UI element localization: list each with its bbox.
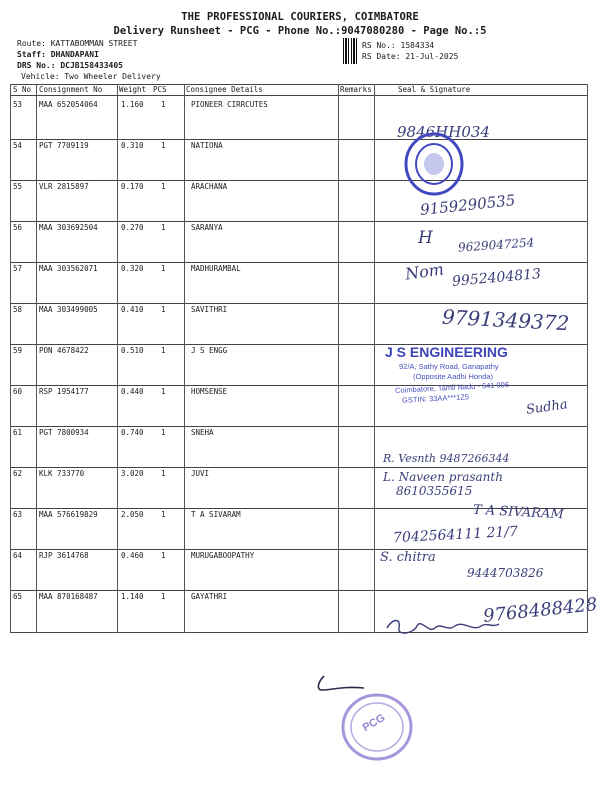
row-pcs: 1 — [161, 305, 166, 314]
row-pcs: 1 — [161, 387, 166, 396]
row-pcs: 1 — [161, 346, 166, 355]
col-weight: Weight — [119, 85, 147, 94]
handwritten-phone: 9159290535 — [419, 191, 517, 219]
row-consignment: PGT 7800934 — [39, 428, 89, 437]
handwritten-signature: Sudha — [525, 397, 569, 418]
runsheet-subtitle: Delivery Runsheet - PCG - Phone No.:9047080280 - Page No.:5 — [113, 25, 487, 37]
row-consignee: MADHURAMBAL — [191, 264, 241, 273]
col-consignee: Consignee Details — [186, 85, 263, 94]
route-field: Route: KATTABOMMAN STREET — [17, 39, 138, 48]
rs-number: RS No.: 1584334 — [362, 41, 435, 50]
handwritten-signature: L. Naveen prasanth — [383, 470, 503, 484]
row-consignee: NATIONA — [191, 141, 223, 150]
handwritten-phone: 9444703826 — [467, 566, 544, 580]
row-consignment: MAA 870168487 — [39, 592, 98, 601]
col-pcs: PCS — [153, 85, 167, 94]
stamp-address-line: 92/A, Sathy Road, Ganapathy — [399, 362, 499, 371]
stamp-address-line: Coimbatore, Tamil Nadu - 641 006 — [394, 380, 510, 395]
row-weight: 1.140 — [121, 592, 144, 601]
row-consignment: PGT 7709119 — [39, 141, 89, 150]
row-pcs: 1 — [161, 510, 166, 519]
row-weight: 1.160 — [121, 100, 144, 109]
handwritten-phone: 9791349372 — [441, 304, 570, 336]
row-sno: 64 — [13, 551, 23, 560]
row-sno: 55 — [13, 182, 23, 191]
row-sno: 54 — [13, 141, 23, 150]
col-seal: Seal & Signature — [398, 85, 471, 94]
row-consignee: SAVITHRI — [191, 305, 228, 314]
row-consignee: SARANYA — [191, 223, 223, 232]
row-sno: 63 — [13, 510, 23, 519]
col-remarks: Remarks — [340, 85, 372, 94]
row-weight: 0.320 — [121, 264, 144, 273]
col-consignment: Consignment No — [39, 85, 103, 94]
row-consignment: RJP 3614768 — [39, 551, 89, 560]
row-consignment: MAA 303562071 — [39, 264, 98, 273]
row-consignment: PON 4678422 — [39, 346, 89, 355]
handwritten-phone: 9629047254 — [457, 235, 535, 255]
row-consignment: RSP 1954177 — [39, 387, 89, 396]
vehicle-field: Vehicle: Two Wheeler Delivery — [21, 72, 161, 81]
row-pcs: 1 — [161, 469, 166, 478]
row-consignment: MAA 303499005 — [39, 305, 98, 314]
row-sno: 58 — [13, 305, 23, 314]
row-weight: 0.170 — [121, 182, 144, 191]
col-sno: S No — [13, 85, 32, 94]
handwritten-initial: H — [418, 228, 433, 248]
row-pcs: 1 — [161, 428, 166, 437]
row-consignee: GAYATHRI — [191, 592, 228, 601]
row-pcs: 1 — [161, 264, 166, 273]
row-weight: 0.440 — [121, 387, 144, 396]
row-weight: 2.050 — [121, 510, 144, 519]
row-consignment: VLR 2815897 — [39, 182, 89, 191]
row-weight: 0.270 — [121, 223, 144, 232]
row-consignment: MAA 303692504 — [39, 223, 98, 232]
company-seal-stamp — [403, 131, 465, 197]
row-sno: 65 — [13, 592, 23, 601]
row-pcs: 1 — [161, 551, 166, 560]
row-pcs: 1 — [161, 141, 166, 150]
row-sno: 53 — [13, 100, 23, 109]
row-sno: 62 — [13, 469, 23, 478]
row-consignee: PIONEER CIRRCUTES — [191, 100, 268, 109]
row-weight: 0.410 — [121, 305, 144, 314]
barcode — [343, 38, 357, 64]
handwritten-signature: Nom — [403, 259, 445, 284]
stamp-gstin: GSTIN: 33AA***1Z5 — [401, 392, 470, 405]
row-consignee: MURUGABOOPATHY — [191, 551, 255, 560]
row-consignee: SNEHA — [191, 428, 214, 437]
row-consignee: T A SIVARAM — [191, 510, 241, 519]
row-sno: 57 — [13, 264, 23, 273]
handwritten-signature: 9846HH034 — [397, 123, 490, 141]
handwritten-phone: 9768488428 — [482, 594, 599, 627]
row-consignee: J S ENGG — [191, 346, 228, 355]
row-consignment: MAA 652054064 — [39, 100, 98, 109]
row-pcs: 1 — [161, 100, 166, 109]
handwritten-name: T A SIVARAM — [472, 502, 565, 523]
round-stamp-text: PCG — [360, 711, 388, 735]
row-consignee: ARACHANA — [191, 182, 228, 191]
row-consignee: JUVI — [191, 469, 210, 478]
row-weight: 0.310 — [121, 141, 144, 150]
handwritten-scribble — [383, 614, 503, 640]
row-consignee: HOMSENSE — [191, 387, 228, 396]
row-pcs: 1 — [161, 182, 166, 191]
row-sno: 60 — [13, 387, 23, 396]
handwritten-phone: 9952404813 — [451, 266, 542, 290]
row-sno: 56 — [13, 223, 23, 232]
row-pcs: 1 — [161, 592, 166, 601]
handwritten-phone: 7042564111 21/7 — [392, 523, 519, 547]
row-weight: 0.460 — [121, 551, 144, 560]
stamp-address-line: (Opposite Aadhi Honda) — [413, 372, 494, 381]
row-sno: 61 — [13, 428, 23, 437]
rs-date: RS Date: 21-Jul-2025 — [362, 52, 459, 61]
drs-field: DRS No.: DCJB158433405 — [17, 61, 123, 70]
staff-field: Staff: DHANDAPANI — [17, 50, 99, 59]
row-weight: 3.020 — [121, 469, 144, 478]
handwritten-signature: S. chitra — [380, 550, 436, 565]
row-sno: 59 — [13, 346, 23, 355]
handwritten-phone: 8610355615 — [396, 484, 473, 498]
row-weight: 0.740 — [121, 428, 144, 437]
row-consignment: MAA 576619829 — [39, 510, 98, 519]
stamp-company-name: J S ENGINEERING — [385, 344, 508, 360]
handwritten-signature: R. Vesnth 9487266344 — [383, 452, 510, 465]
row-consignment: KLK 733770 — [39, 469, 85, 478]
row-pcs: 1 — [161, 223, 166, 232]
row-weight: 0.510 — [121, 346, 144, 355]
company-title: THE PROFESSIONAL COURIERS, COIMBATORE — [181, 11, 419, 23]
